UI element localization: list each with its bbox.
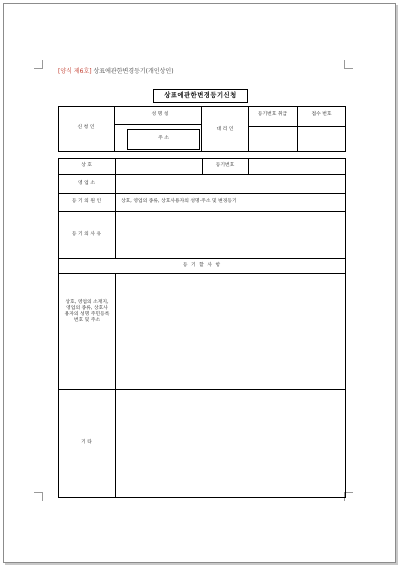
agent-label: 대 리 인 — [216, 127, 234, 132]
form-header — [58, 66, 174, 75]
address-label: 주 소 — [158, 136, 169, 141]
trade-name-label: 상 호 — [81, 163, 92, 168]
name-label: 성 명 칭 — [151, 112, 169, 117]
reg-reason-value: 상호, 영업의 종류, 상호사용자의 성명·주소 및 변경등기 — [121, 199, 237, 204]
receipt-label: 접수 번호 — [311, 112, 332, 117]
registration-table-border — [58, 158, 346, 498]
details-label: 상호, 영업의 소재지, 영업의 종류, 상호사용자의 성명 주민등록번호 및 주소 — [64, 300, 110, 323]
crop-mark-top-right — [344, 60, 353, 69]
reg-items-header: 등 기 할 사 항 — [182, 263, 222, 268]
reg-reason-label: 등 기 의 원 인 — [71, 199, 102, 204]
document-title: 상표에관한변경등기신청 — [153, 89, 248, 103]
crop-mark-bottom-left — [34, 492, 43, 501]
form-subtitle: 상표에관한변경등기(개인상인) — [93, 68, 174, 75]
reg-matters-label: 등 기 의 사 유 — [71, 232, 102, 237]
crop-mark-top-left — [34, 60, 43, 69]
reg-number-label: 등기번호 — [215, 163, 235, 168]
form-number: [양식 제6호] — [58, 68, 92, 75]
reg-no-label: 등기번호 취급 — [257, 112, 288, 117]
business-label: 영 업 소 — [78, 181, 95, 186]
applicant-label: 신 청 인 — [77, 125, 95, 130]
other-label: 기 타 — [81, 440, 92, 445]
